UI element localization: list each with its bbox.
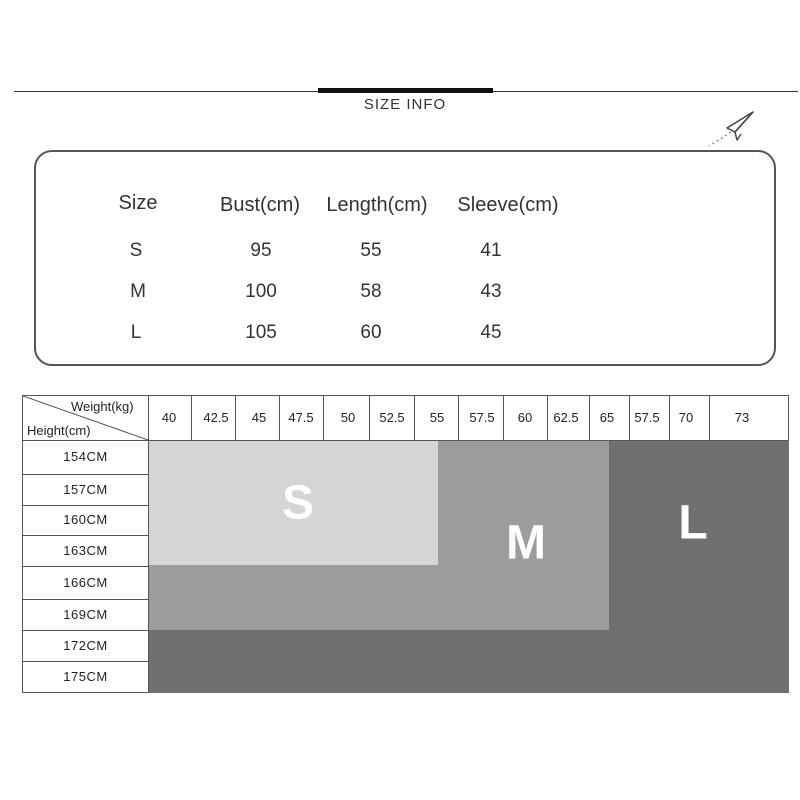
weight-label: 73 (734, 410, 750, 425)
height-row-divider (23, 535, 148, 536)
size-l: L (130, 322, 142, 343)
weight-column-divider (589, 396, 590, 440)
weight-column-divider (279, 396, 280, 440)
height-row-divider (23, 661, 148, 662)
height-label: 160CM (63, 512, 108, 527)
height-label: 169CM (63, 607, 108, 622)
size-info-box (34, 150, 776, 366)
weight-column-divider (414, 396, 415, 440)
bust-l: 105 (245, 322, 277, 343)
weight-label: 57.5 (469, 410, 495, 425)
weight-label: 50 (340, 410, 356, 425)
height-row-divider (23, 630, 148, 631)
length-l: 60 (360, 322, 382, 343)
weight-column-divider (503, 396, 504, 440)
top-divider-accent (318, 88, 493, 93)
weight-label: 62.5 (553, 410, 579, 425)
height-row-divider (23, 474, 148, 475)
weight-column-divider (323, 396, 324, 440)
page-title: SIZE INFO (363, 96, 447, 113)
zone-label-m: M (506, 516, 546, 570)
weight-label: 65 (599, 410, 615, 425)
weight-label: 42.5 (203, 410, 229, 425)
weight-column-divider (369, 396, 370, 440)
weight-label: 40 (161, 410, 177, 425)
length-m: 58 (360, 281, 382, 302)
height-label: 172CM (63, 638, 108, 653)
height-row-divider (23, 599, 148, 600)
height-header: Height(cm) (27, 423, 91, 438)
zone-label-l: L (678, 496, 708, 550)
height-label: 166CM (63, 575, 108, 590)
length-header: Length(cm) (326, 194, 428, 216)
weight-label: 45 (251, 410, 267, 425)
height-label: 154CM (63, 449, 108, 464)
length-s: 55 (360, 240, 382, 261)
height-label: 175CM (63, 669, 108, 684)
zone-label-s: S (281, 476, 315, 530)
weight-label: 47.5 (288, 410, 314, 425)
weight-column-divider (235, 396, 236, 440)
height-label: 163CM (63, 543, 108, 558)
size-s: S (129, 240, 143, 261)
size-header: Size (118, 192, 158, 214)
weight-column-divider (191, 396, 192, 440)
weight-column-divider (669, 396, 670, 440)
bust-header: Bust(cm) (220, 194, 300, 216)
sleeve-header: Sleeve(cm) (457, 194, 559, 216)
weight-column-divider (547, 396, 548, 440)
height-label: 157CM (63, 482, 108, 497)
size-chart-grid (22, 395, 789, 693)
weight-column-divider (709, 396, 710, 440)
weight-label: 55 (429, 410, 445, 425)
weight-label: 60 (517, 410, 533, 425)
height-row-divider (23, 505, 148, 506)
weight-header: Weight(kg) (71, 399, 134, 414)
weight-label: 52.5 (379, 410, 405, 425)
sleeve-s: 41 (480, 240, 502, 261)
bust-s: 95 (250, 240, 272, 261)
weight-label: 70 (678, 410, 694, 425)
bust-m: 100 (245, 281, 277, 302)
size-m: M (130, 281, 146, 302)
sleeve-m: 43 (480, 281, 502, 302)
weight-label: 57.5 (634, 410, 660, 425)
weight-column-divider (629, 396, 630, 440)
paper-plane-icon (705, 110, 757, 150)
weight-column-divider (458, 396, 459, 440)
height-row-divider (23, 566, 148, 567)
sleeve-l: 45 (480, 322, 502, 343)
